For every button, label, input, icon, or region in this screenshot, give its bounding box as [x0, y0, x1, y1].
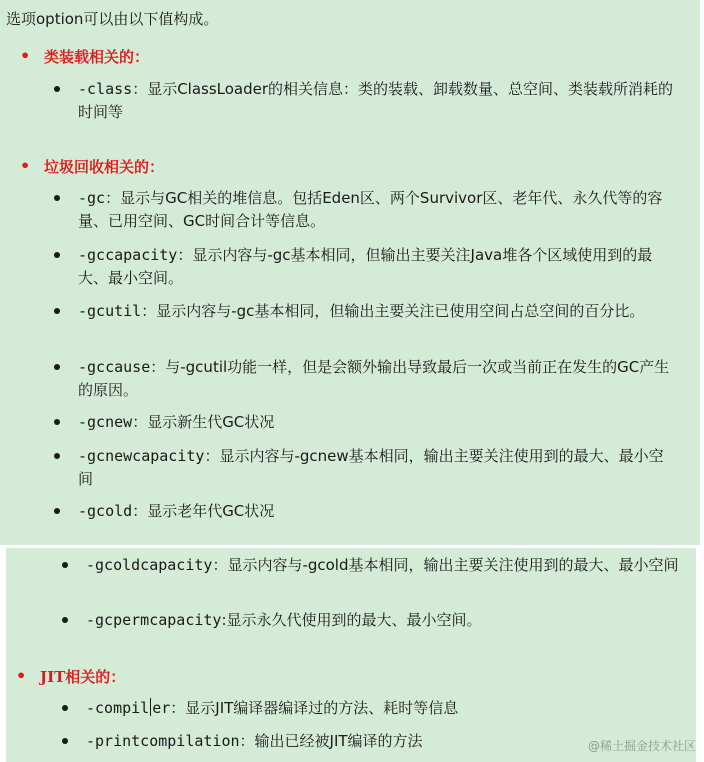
list-item-gcpermcapacity: -gcpermcapacity:显示永久代使用到的最大、最小空间。 — [86, 609, 686, 632]
bullet-dot — [62, 617, 68, 623]
bullet-dot — [54, 86, 60, 92]
list-item-gc: -gc：显示与GC相关的堆信息。包括Eden区、两个Survivor区、老年代、永久代等的容量、已用空间、GC时间合计等信息。 — [78, 187, 678, 233]
bullet-dot — [54, 419, 60, 425]
bullet-dot — [54, 364, 60, 370]
list-item-printcompilation: -printcompilation：输出已经被JIT编译的方法 — [86, 730, 686, 753]
list-item-gccause: -gccause：与-gcutil功能一样，但是会额外输出导致最后一次或当前正在发生的GC产生的原因。 — [78, 356, 678, 402]
list-item-gcutil: -gcutil：显示内容与-gc基本相同，但输出主要关注已使用空间占总空间的百分比。 — [78, 300, 678, 323]
section-title-classloading: • 类装载相关的： — [20, 46, 150, 66]
bullet-dot — [54, 453, 60, 459]
section-bullet: • — [16, 666, 27, 685]
bullet-dot — [54, 252, 60, 258]
section-title-jit: • JIT相关的： — [16, 666, 126, 686]
bullet-dot — [54, 308, 60, 314]
list-item-gcnewcapacity: -gcnewcapacity：显示内容与-gcnew基本相同，输出主要关注使用到的最大、最小空间 — [78, 445, 678, 491]
bullet-dot — [62, 705, 68, 711]
list-item-gcold: -gcold：显示老年代GC状况 — [78, 500, 678, 523]
bullet-dot — [54, 195, 60, 201]
section-bullet: • — [20, 46, 31, 65]
watermark: @稀土掘金技术社区 — [587, 739, 696, 753]
bullet-dot — [62, 738, 68, 744]
list-item-compiler: -compil er：显示JIT编译器编译过的方法、耗时等信息 — [86, 697, 686, 720]
list-item-class: -class：显示ClassLoader的相关信息：类的装载、卸载数量、总空间、类装载所消耗的时间等 — [78, 78, 678, 124]
section-bullet: • — [20, 156, 31, 175]
list-item-gccapacity: -gccapacity：显示内容与-gc基本相同，但输出主要关注Java堆各个区域使用到的最大、最小空间。 — [78, 244, 678, 290]
section-title-gc: • 垃圾回收相关的： — [20, 156, 165, 176]
bullet-dot — [54, 508, 60, 514]
list-item-gcoldcapacity: -gcoldcapacity：显示内容与-gcold基本相同，输出主要关注使用到的最大、最小空间 — [86, 554, 686, 577]
intro-text: 选项option可以由以下值构成。 — [6, 10, 219, 28]
bullet-dot — [62, 562, 68, 568]
list-item-gcnew: -gcnew：显示新生代GC状况 — [78, 411, 678, 434]
